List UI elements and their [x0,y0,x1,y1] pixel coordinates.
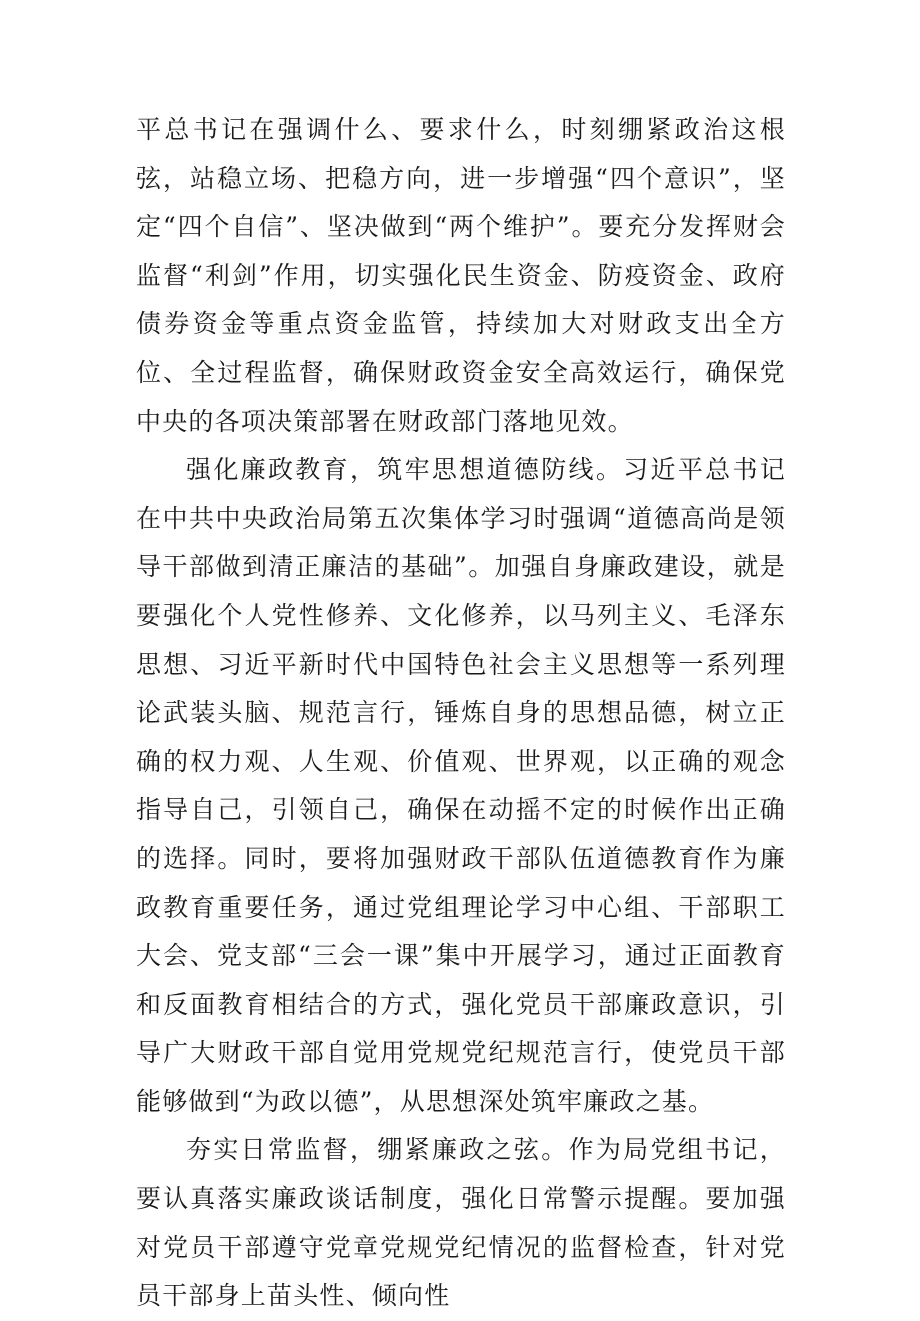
paragraph-continued: 平总书记在强调什么、要求什么，时刻绷紧政治这根弦，站稳立场、把稳方向，进一步增强“四个意识”，坚定“四个自信”、坚决做到“两个维护”。要充分发挥财会监督“利剑”作用，切实强化民生资金、防疫资金、政府债券资金等重点资金监管，持续加大对财政支出全方位、全过程监督，确保财政资金安全高效运行，确保党中央的各项决策部署在财政部门落地见效。 [136,115,786,436]
paragraph-daily-supervision: 夯实日常监督，绷紧廉政之弦。作为局党组书记，要认真落实廉政谈话制度，强化日常警示提醒。要加强对党员干部遵守党章党规党纪情况的监督检查，针对党员干部身上苗头性、倾向性 [136,1135,786,1311]
paragraph-integrity-education: 强化廉政教育，筑牢思想道德防线。习近平总书记在中共中央政治局第五次集体学习时强调“道德高尚是领导干部做到清正廉洁的基础”。加强自身廉政建设，就是要强化个人党性修养、文化修养，以马列主义、毛泽东思想、习近平新时代中国特色社会主义思想等一系列理论武装头脑、规范言行，锤炼自身的思想品德，树立正确的权力观、人生观、价值观、世界观，以正确的观念指导自己，引领自己，确保在动摇不定的时候作出正确的选择。同时，要将加强财政干部队伍道德教育作为廉政教育重要任务，通过党组理论学习中心组、干部职工大会、党支部“三会一课”集中开展学习，通过正面教育和反面教育相结合的方式，强化党员干部廉政意识，引导广大财政干部自觉用党规党纪规范言行，使党员干部能够做到“为政以德”，从思想深处筑牢廉政之基。 [136,455,786,1116]
document-body [136,106,786,1321]
